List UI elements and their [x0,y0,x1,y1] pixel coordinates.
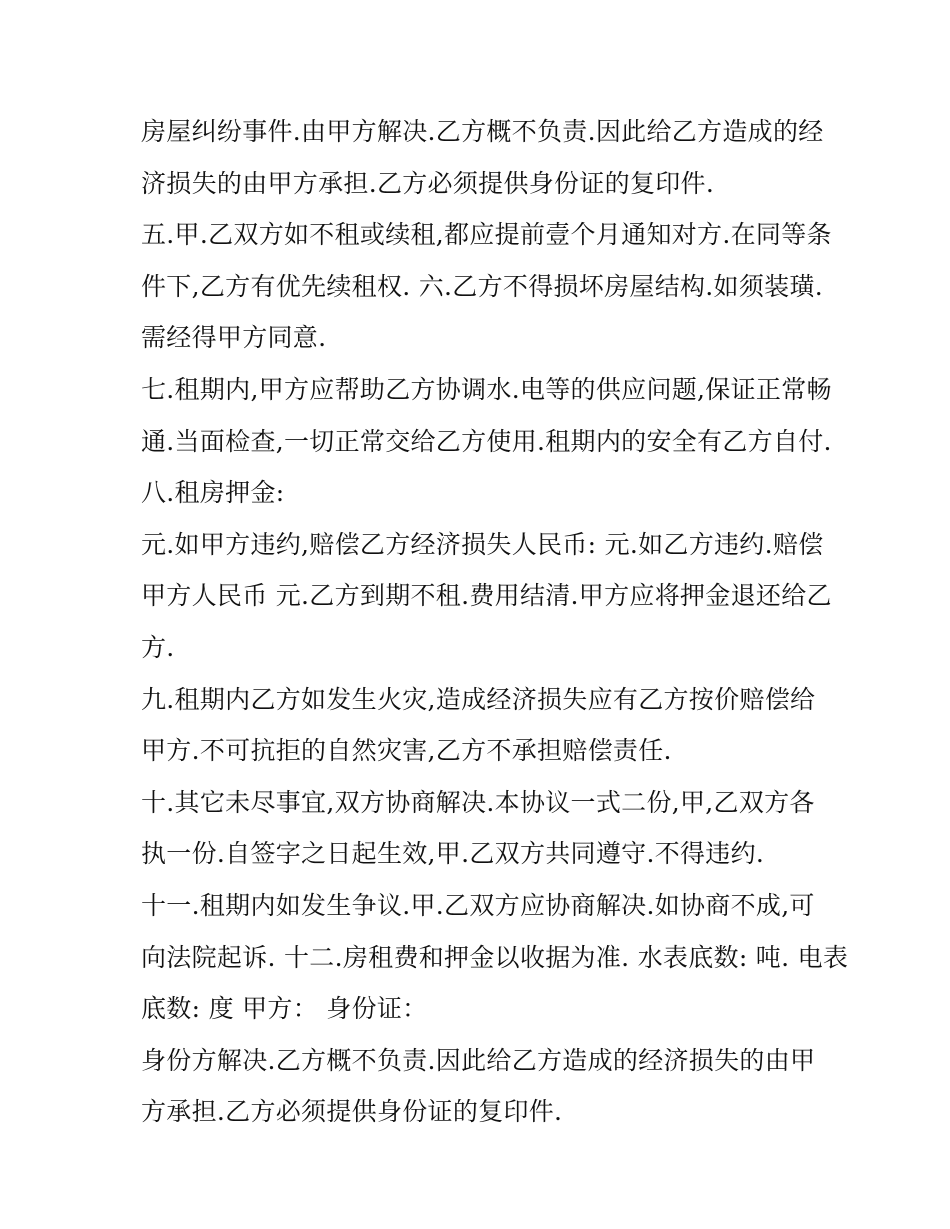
text-line: 十一.租期内如发生争议.甲.乙双方应协商解决.如协商不成,可 [141,890,815,920]
text-line: 元.如甲方违约,赔偿乙方经济损失人民币: 元.如乙方违约.赔偿 [141,529,824,559]
text-line: 房屋纠纷事件.由甲方解决.乙方概不负责.因此给乙方造成的经 [141,117,824,146]
text-line: 向法院起诉. 十二.房租费和押金以收据为准. 水表底数: 吨. 电表 [141,942,849,972]
text-line: 济损失的由甲方承担.乙方必须提供身份证的复印件. [141,168,715,198]
text-line: 方承担.乙方必须提供身份证的复印件. [141,1097,563,1127]
text-line: 通.当面检查,一切正常交给乙方使用.租期内的安全有乙方自付. [141,426,832,456]
text-line: 身份方解决.乙方概不负责.因此给乙方造成的经济损失的由甲 [141,1045,816,1075]
document-body [141,106,849,1138]
text-line: 执一份.自签字之日起生效,甲.乙双方共同遵守.不得违约. [141,839,765,869]
text-line: 八.租房押金: [141,478,285,508]
text-line: 需经得甲方同意. [141,323,327,353]
text-line: 甲方人民币 元.乙方到期不租.费用结清.甲方应将押金退还给乙 [141,581,832,611]
text-line: 底数: 度 甲方： 身份证： [141,994,428,1024]
text-line: 方. [141,632,175,662]
text-line: 五.甲.乙双方如不租或续租,都应提前壹个月通知对方.在同等条 [141,220,832,250]
text-line: 件下,乙方有优先续租权. 六.乙方不得损坏房屋结构.如须装璜. [141,271,823,301]
text-line: 十.其它未尽事宜,双方协商解决.本协议一式二份,甲,乙双方各 [141,787,815,817]
text-line: 七.租期内,甲方应帮助乙方协调水.电等的供应问题,保证正常畅 [141,374,832,404]
text-line: 甲方.不可抗拒的自然灾害,乙方不承担赔偿责任. [141,736,672,766]
text-line: 九.租期内乙方如发生火灾,造成经济损失应有乙方按价赔偿给 [141,684,816,714]
